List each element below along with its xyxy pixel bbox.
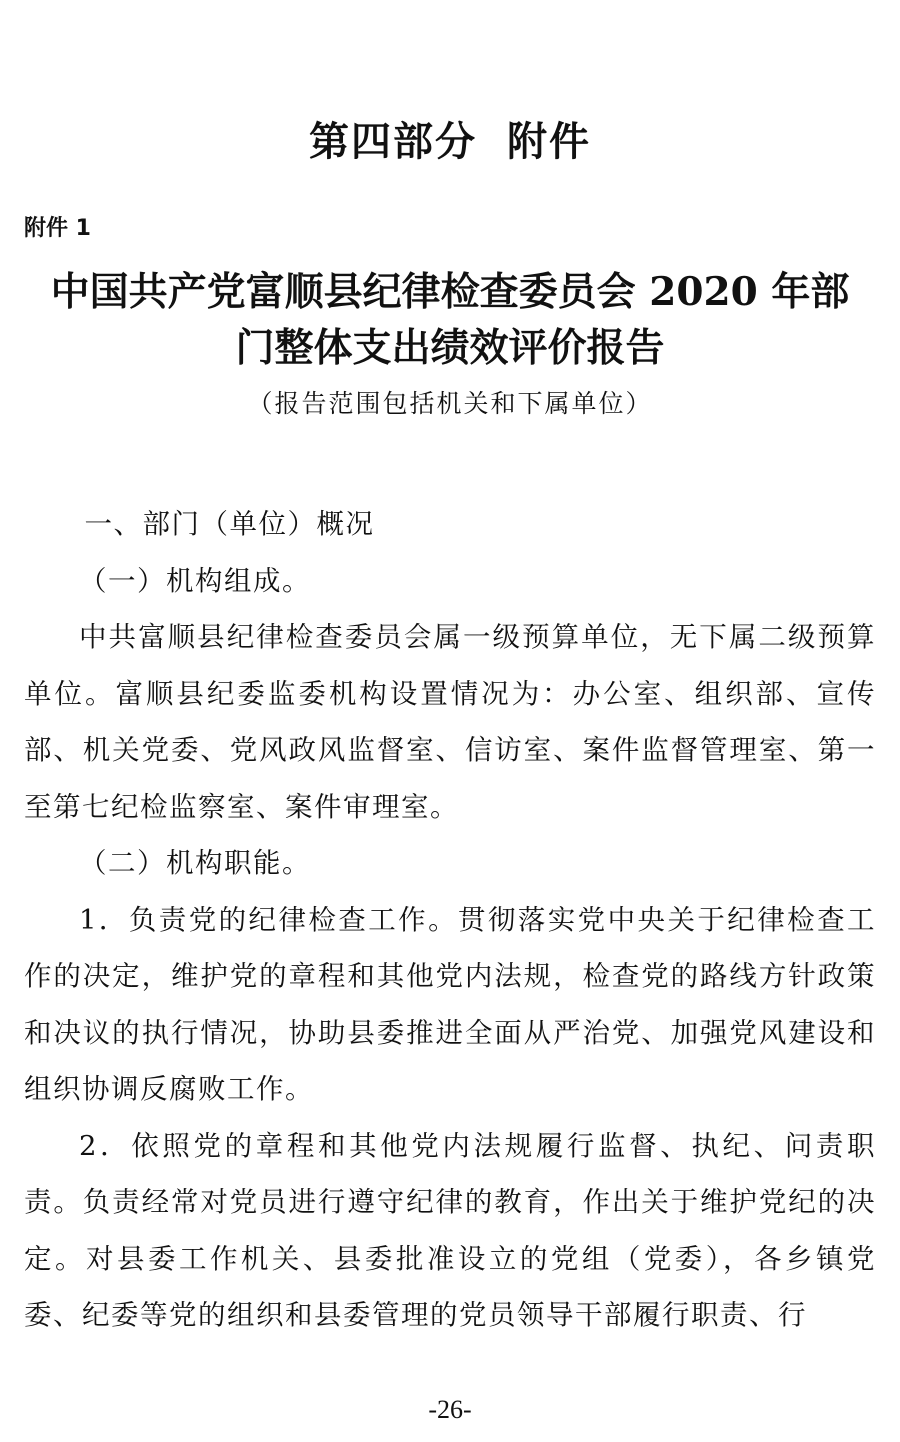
report-title-line-2: 门整体支出绩效评价报告: [235, 325, 665, 371]
page-number: -26-: [428, 1395, 472, 1424]
heading-organization-composition: （一）机构组成。: [79, 564, 311, 597]
paragraph-function-item-2: 2．依照党的章程和其他党内法规履行监督、执纪、问责职责。负责经常对党员进行遵守纪律的教育，作出关于维护党纪的决定。对县委工作机关、县委批准设立的党组（党委），各乡镇党委、纪委等党的组织和县委管理的党员领导干部履行职责、行: [24, 1129, 876, 1331]
section-title: 第四部分 附件: [309, 118, 591, 165]
heading-department-overview: 一、部门（单位）概况: [84, 508, 375, 540]
report-scope-note: （报告范围包括机关和下属单位）: [247, 389, 653, 418]
paragraph-function-item-1: 1．负责党的纪律检查工作。贯彻落实党中央关于纪律检查工作的决定，维护党的章程和其他党内法规，检查党的路线方针政策和决议的执行情况，协助县委推进全面从严治党、加强党风建设和组织协调反腐败工作。: [24, 903, 876, 1105]
paragraph-organization-composition: 中共富顺县纪律检查委员会属一级预算单位，无下属二级预算单位。富顺县纪委监委机构设置情况为：办公室、组织部、宣传部、机关党委、党风政风监督室、信访室、案件监督管理室、第一至第七纪检监察室、案件审理室。: [24, 621, 876, 823]
report-body: [24, 496, 876, 1344]
report-title: [20, 264, 880, 376]
heading-organization-functions: （二）机构职能。: [79, 847, 311, 879]
attachment-label: 附件 1: [24, 216, 91, 241]
report-title-line-1: 中国共产党富顺县纪律检查委员会 2020 年部: [50, 269, 850, 315]
